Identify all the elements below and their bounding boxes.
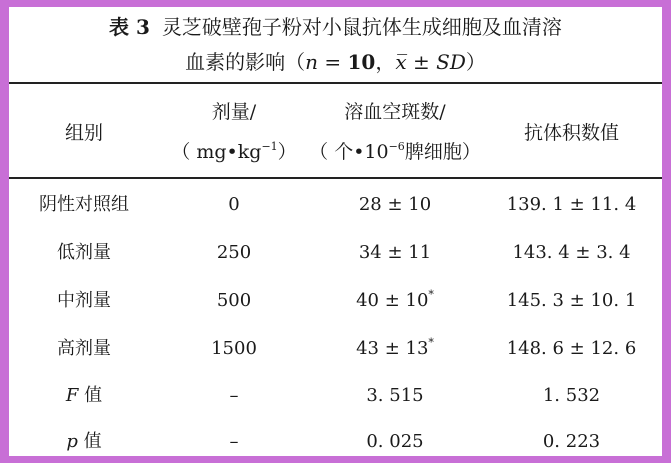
table-label: 表 3 (109, 15, 150, 39)
table-caption-line2 (9, 48, 662, 76)
row-1-dose: 0 (228, 194, 240, 215)
row-3-dose: 500 (216, 290, 252, 311)
row-3-plaque-value: 40 ± 10 (356, 290, 429, 311)
header-dose-line2 (159, 140, 309, 164)
caption-sep: ， (375, 50, 396, 74)
row-4-group: 高剂量 (57, 338, 111, 359)
header-plaque-line2 (309, 140, 481, 164)
row-1-plaque (309, 193, 481, 217)
row-4-plaque (309, 337, 481, 361)
row-3-group: 中剂量 (57, 290, 111, 311)
row-1-antibody: 139. 1 ± 11. 4 (506, 194, 637, 215)
top-rule (9, 82, 662, 84)
row-3-antibody: 145. 3 ± 10. 1 (506, 290, 637, 311)
header-plaque-line1: 溶血空斑数/ (344, 101, 446, 123)
stat-row-f-plaque: 3. 515 (366, 385, 424, 406)
stat-row-f-antibody: 1. 532 (542, 385, 601, 406)
row-2-dose: 250 (216, 242, 252, 263)
row-4-significance: * (428, 336, 434, 349)
row-2-group: 低剂量 (57, 242, 111, 263)
header-dose-close: ） (277, 141, 297, 163)
row-1-group: 阴性对照组 (39, 194, 129, 215)
row-2-plaque (309, 241, 481, 265)
table-figure (9, 7, 662, 456)
stat-row-p-antibody: 0. 223 (542, 431, 601, 452)
sample-size-var: n (305, 50, 319, 74)
row-3-significance: * (428, 288, 434, 301)
stat-row-p-plaque: 0. 025 (366, 431, 424, 452)
row-3-plaque (309, 289, 481, 313)
header-dose-unit: （ mg•kg (171, 141, 262, 163)
header-plaque-exponent: −6 (388, 140, 405, 153)
sample-size-value: 10 (347, 50, 376, 74)
header-plaque-unit: （ 个•10 (309, 141, 389, 163)
row-2-plaque-value: 34 ± 11 (358, 242, 432, 263)
stat-row-f-suffix: 值 (78, 385, 103, 406)
header-dose-exponent: −1 (261, 140, 278, 153)
sample-size-eq: = (318, 50, 348, 74)
row-4-dose: 1500 (211, 338, 257, 359)
row-4-antibody: 148. 6 ± 12. 6 (506, 338, 637, 359)
header-antibody: 抗体积数值 (523, 122, 619, 144)
stat-row-f-label (9, 384, 159, 408)
stat-notation: x̅ ± SD (395, 50, 466, 74)
stat-row-f-dose: – (229, 385, 239, 406)
header-dose-line1: 剂量/ (211, 101, 257, 123)
stat-row-f-var: F (65, 385, 79, 406)
stat-row-p-dose: – (229, 431, 239, 452)
stat-row-p-label (9, 430, 159, 454)
caption-line2-prefix: 血素的影响（ (185, 50, 306, 74)
row-1-plaque-value: 28 ± 10 (358, 194, 432, 215)
table-title: 灵芝破壁孢子粉对小鼠抗体生成细胞及血清溶 (161, 15, 562, 39)
row-4-plaque-value: 43 ± 13 (356, 338, 429, 359)
stat-row-p-var: p (66, 431, 78, 452)
header-rule (9, 177, 662, 179)
header-plaque-tail: 脾细胞） (404, 141, 481, 163)
row-2-antibody: 143. 4 ± 3. 4 (512, 242, 631, 263)
stat-row-p-suffix: 值 (77, 431, 102, 452)
table-caption-line1 (9, 13, 662, 41)
caption-close: ） (465, 50, 486, 74)
header-group: 组别 (64, 122, 103, 144)
